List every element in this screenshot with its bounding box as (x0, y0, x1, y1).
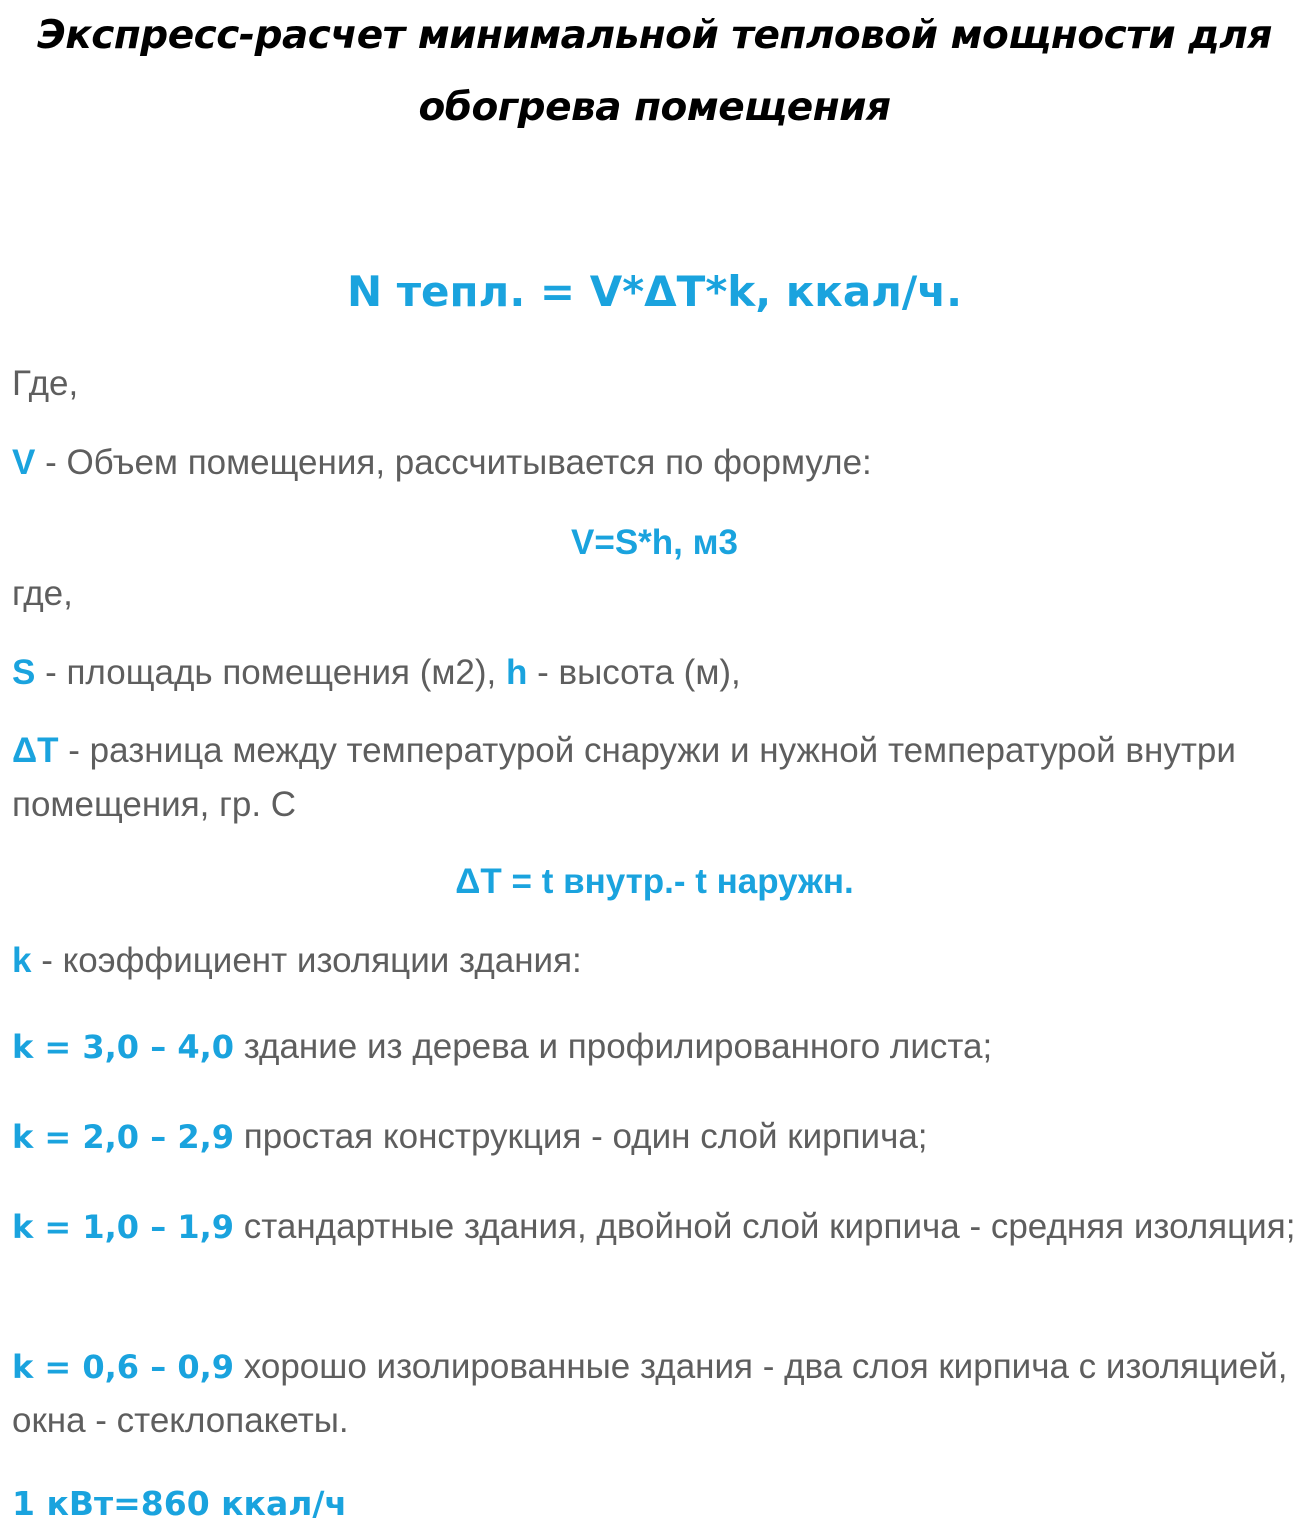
area-definition-text: - площадь помещения (м2), (35, 653, 506, 692)
page-title (0, 0, 1309, 144)
k-definition-text: - коэффициент изоляции здания: (31, 941, 582, 980)
where-label-1: Где, (12, 364, 79, 403)
page-title-line-2: обогрева помещения (418, 85, 891, 130)
main-formula: N тепл. = V*ΔT*k, ккал/ч. (346, 267, 963, 316)
volume-definition-text: - Объем помещения, рассчитывается по формуле: (35, 443, 872, 482)
k-value-item (12, 1020, 1302, 1074)
area-symbol: S (12, 653, 36, 692)
k-value-item (12, 1340, 1302, 1448)
where-label-2: где, (12, 574, 73, 613)
k-value-range: k = 3,0 – 4,0 (12, 1028, 235, 1066)
delta-t-definition-text: - разница между температурой снаружи и нужной температурой внутри помещения, гр. С (12, 731, 1236, 824)
k-value-description: хорошо изолированные здания - два слоя кирпича с изоляцией, окна - стеклопакеты. (12, 1347, 1288, 1440)
kw-conversion: 1 кВт=860 ккал/ч (12, 1484, 348, 1523)
area-height-definition (12, 646, 1302, 700)
delta-t-definition (12, 724, 1302, 832)
page-title-line-1: Экспресс-расчет минимальной тепловой мощности для (37, 13, 1272, 58)
k-definition (12, 934, 1302, 988)
k-value-range: k = 1,0 – 1,9 (12, 1208, 235, 1246)
k-value-description: простая конструкция - один слой кирпича; (234, 1117, 928, 1156)
k-value-item (12, 1200, 1302, 1254)
height-definition-text: - высота (м), (527, 653, 741, 692)
volume-formula: V=S*h, м3 (571, 523, 738, 562)
height-symbol: h (506, 653, 528, 692)
k-value-item (12, 1110, 1302, 1164)
k-symbol: k (12, 941, 32, 980)
k-value-range: k = 0,6 – 0,9 (12, 1348, 235, 1386)
volume-definition (12, 436, 1302, 490)
delta-t-formula: ΔT = t внутр.- t наружн. (455, 862, 854, 901)
k-value-range: k = 2,0 – 2,9 (12, 1118, 235, 1156)
volume-symbol: V (12, 443, 36, 482)
delta-t-symbol: ΔT (12, 731, 59, 770)
k-value-description: здание из дерева и профилированного листа; (234, 1027, 993, 1066)
k-value-description: стандартные здания, двойной слой кирпича - средняя изоляция; (234, 1207, 1296, 1246)
